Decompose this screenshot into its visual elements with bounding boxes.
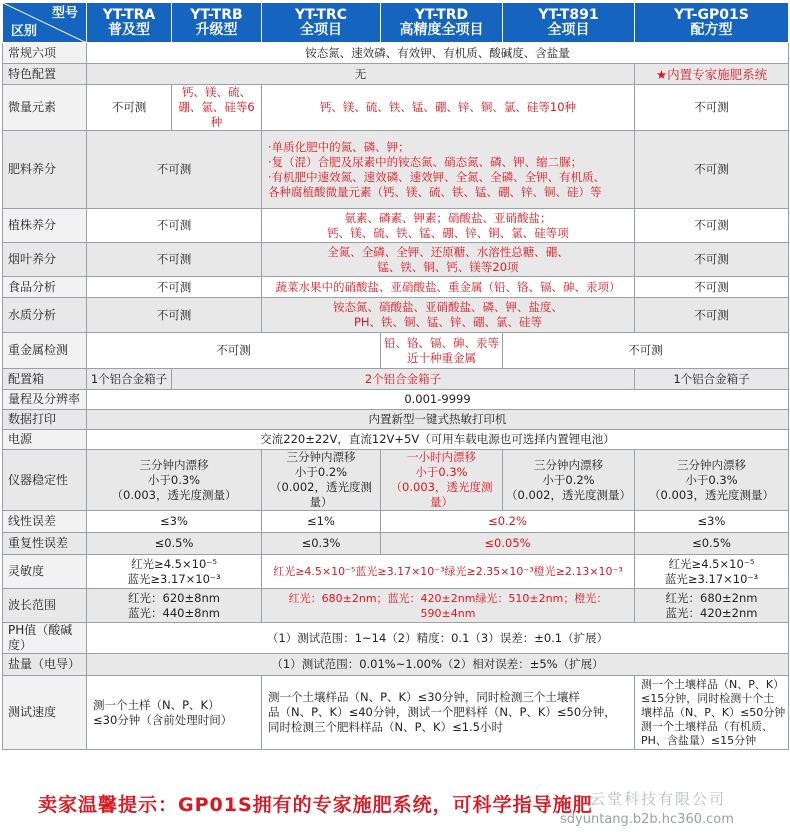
row-label: 食品分析: [3, 277, 87, 298]
model-header-trc: YT-TRC 全项目: [262, 3, 381, 43]
model-header-trd: YT-TRD 高精度全项目: [381, 3, 503, 43]
cell-gp01s: 三分钟内漂移 小于0.3% （0.003，透光度测量）: [635, 450, 789, 511]
row-label: 配置箱: [3, 369, 87, 390]
cell-t891: 三分钟内漂移 小于0.2% （0.002，透光度测量）: [503, 450, 635, 511]
row-trace-elements: [3, 85, 789, 131]
cell-trc: ≤0.3%: [262, 533, 381, 555]
cell-trd: 铅、铬、镉、砷、汞等 近十种重金属: [381, 333, 503, 369]
corner-diff-label: 区别: [11, 24, 38, 39]
row-plant: [3, 209, 789, 243]
cell-trb: 钙、镁、硫、硼、氯、硅等6种: [172, 85, 262, 131]
row-salt: [3, 654, 789, 676]
row-case: [3, 369, 789, 390]
cell-tra: 不可测: [87, 85, 172, 131]
cell-trd: 一小时内漂移 小于0.3% （0.003，透光度测量）: [381, 450, 503, 511]
cell-t891-gp01s: 不可测: [503, 333, 789, 369]
cell-trc: ≤1%: [262, 511, 381, 533]
row-label: 线性误差: [3, 511, 87, 533]
row-basic-six: [3, 43, 789, 64]
cell-gp01s: ≤0.5%: [635, 533, 789, 555]
row-water: [3, 298, 789, 333]
row-label: 常规六项: [3, 43, 87, 64]
row-label: 电源: [3, 430, 87, 450]
row-label: 量程及分辨率: [3, 390, 87, 410]
cell-tra: 1个铝合金箱子: [87, 369, 172, 390]
row-wavelength: [3, 589, 789, 623]
cell-gp01s: 1个铝合金箱子: [635, 369, 789, 390]
cell-gp01s: 不可测: [635, 209, 789, 243]
row-repeat-error: [3, 533, 789, 555]
cell-tra-trb: 测一个土样（N、P、K） ≤30分钟（含前处理时间）: [87, 676, 262, 750]
cell-all-models: （1）测试范围：1~14（2）精度：0.1（3）误差：±0.1（扩展）: [87, 623, 789, 654]
row-linear-error: [3, 511, 789, 533]
row-label: 重复性误差: [3, 533, 87, 555]
cell-gp01s: 红光：680±2nm 蓝光：420±2nm: [635, 589, 789, 623]
cell-gp01s-expert-system: ★内置专家施肥系统: [635, 64, 789, 85]
row-printing: [3, 410, 789, 430]
cell-tra-trb: 不可测: [87, 243, 262, 277]
header-row: [3, 3, 789, 43]
cell-trc: 三分钟内漂移 小于0.2% （0.002，透光度测量）: [262, 450, 381, 511]
cell-gp01s: 不可测: [635, 85, 789, 131]
row-label: 重金属检测: [3, 333, 87, 369]
row-power: [3, 430, 789, 450]
cell-all-models: 交流220±22V，直流12V+5V（可用车载电源也可选择内置锂电池）: [87, 430, 789, 450]
row-label: 仪器稳定性: [3, 450, 87, 511]
cell-gp01s: 不可测: [635, 131, 789, 209]
cell-trc-t891: 钙、镁、硫、铁、锰、硼、锌、铜、氯、硅等10种: [262, 85, 635, 131]
cell-tra-trb: 不可测: [87, 298, 262, 333]
cell-tra-trb: 红光：620±8nm 蓝光：440±8nm: [87, 589, 262, 623]
row-label: 盐量（电导）: [3, 654, 87, 676]
cell-tra-trb: 三分钟内漂移 小于0.3% （0.003，透光度测量）: [87, 450, 262, 511]
cell-trc-t891: ·单质化肥中的氮、磷、钾； ·复（混）合肥及尿素中的铵态氮、硝态氮、磷、钾、缩二脲； ·有机肥中速效氮、速效磷、速效钾、全氮、全磷、全钾、有机质、 各种腐植酸微量元素（钙、镁、硫、铁、锰、硼、锌、铜、硅）等: [262, 131, 635, 209]
model-header-gp01s: YT-GP01S 配方型: [635, 3, 789, 43]
cell-trc-t891: 全氮、全磷、全钾、还原糖、水溶性总糖、硼、 锰、铁、铜、钙、镁等20项: [262, 243, 635, 277]
cell-trb-t891: 2个铝合金箱子: [172, 369, 635, 390]
row-sensitivity: [3, 555, 789, 589]
cell-gp01s: 不可测: [635, 298, 789, 333]
cell-trc-t891: 蔬菜水果中的硝酸盐、亚硝酸盐、重金属（铅、铬、镉、砷、汞项）: [262, 277, 635, 298]
cell-trc-t891: 红光≥4.5×10⁻⁵蓝光≥3.17×10⁻³绿光≥2.35×10⁻³橙光≥2.13×10⁻³: [262, 555, 635, 589]
row-feature: [3, 64, 789, 85]
row-label: 测试速度: [3, 676, 87, 750]
row-label: 数据打印: [3, 410, 87, 430]
cell-tra-trb: 不可测: [87, 209, 262, 243]
row-fertilizer: [3, 131, 789, 209]
cell-common: 无: [87, 64, 635, 85]
cell-gp01s: 不可测: [635, 243, 789, 277]
row-label: 肥料养分: [3, 131, 87, 209]
watermark-url: sdyuntang.b2b.hc360.com: [560, 812, 734, 827]
cell-all-models: 铵态氮、速效磷、有效钾、有机质、酸碱度、含盐量: [87, 43, 789, 64]
watermark-company: 云堂科技有限公司: [590, 790, 727, 808]
cell-all-models: 内置新型一键式热敏打印机: [87, 410, 789, 430]
cell-tra-trb: ≤0.5%: [87, 533, 262, 555]
cell-tra-trb: 红光≥4.5×10⁻⁵ 蓝光≥3.17×10⁻³: [87, 555, 262, 589]
row-test-speed: [3, 676, 789, 750]
row-label: PH值（酸碱度）: [3, 623, 87, 654]
cell-all-models: （1）测试范围：0.01%~1.00%（2）相对误差：±5%（扩展）: [87, 654, 789, 676]
cell-all-models: 0.001-9999: [87, 390, 789, 410]
row-ph: [3, 623, 789, 654]
cell-tra-trb: 不可测: [87, 131, 262, 209]
header-corner: [3, 3, 87, 43]
model-header-trb: YT-TRB 升级型: [172, 3, 262, 43]
row-tobacco: [3, 243, 789, 277]
row-label: 水质分析: [3, 298, 87, 333]
model-header-t891: YT-T891 全项目: [503, 3, 635, 43]
row-label: 波长范围: [3, 589, 87, 623]
cell-trc-t891: 红光：680±2nm；蓝光：420±2nm绿光：510±2nm；橙光：590±4nm: [262, 589, 635, 623]
row-label: 微量元素: [3, 85, 87, 131]
row-heavy-metal: [3, 333, 789, 369]
row-label: 烟叶养分: [3, 243, 87, 277]
cell-trc-t891: 测一个土壤样品（N、P、K）≤30分钟，同时检测三个土壤样 品（N、P、K）≤40分钟，测试一个肥料样（N、P、K）≤50分钟， 同时检测三个肥料样品（N、P、K）≤1.5小时: [262, 676, 635, 750]
cell-gp01s: 测一个土壤样品（N、P、K） ≤15分钟，同时检测十个土 壤样品（N、P、K）≤50分钟 测一个土壤样品（有机质、 PH、含盐量）≤15分钟: [635, 676, 789, 750]
cell-tra-trb: 不可测: [87, 277, 262, 298]
cell-trc-t891: 铵态氮、硝酸盐、亚硝酸盐、磷、钾、盐度、 PH、铁、铜、锰、锌、硼、氯、硅等: [262, 298, 635, 333]
row-label: 植株养分: [3, 209, 87, 243]
cell-trd-t891: ≤0.2%: [381, 511, 635, 533]
cell-trc-t891: 氨素、磷素、钾素；硝酸盐、亚硝酸盐； 钙、镁、硫、铁、锰、硼、锌、铜、氯、硅等项: [262, 209, 635, 243]
row-food: [3, 277, 789, 298]
row-stability: [3, 450, 789, 511]
corner-model-label: 型号: [51, 6, 78, 21]
spec-comparison-table: [2, 2, 789, 750]
cell-gp01s: 红光≥4.5×10⁻⁵ 蓝光≥3.17×10⁻³: [635, 555, 789, 589]
cell-tra-trc: 不可测: [87, 333, 381, 369]
cell-trd-t891: ≤0.05%: [381, 533, 635, 555]
cell-gp01s: ≤3%: [635, 511, 789, 533]
model-header-tra: YT-TRA 普及型: [87, 3, 172, 43]
cell-gp01s: 不可测: [635, 277, 789, 298]
row-range: [3, 390, 789, 410]
seller-tip: 卖家温馨提示：GP01S拥有的专家施肥系统，可科学指导施肥: [38, 794, 593, 816]
cell-tra-trb: ≤3%: [87, 511, 262, 533]
row-label: 特色配置: [3, 64, 87, 85]
row-label: 灵敏度: [3, 555, 87, 589]
